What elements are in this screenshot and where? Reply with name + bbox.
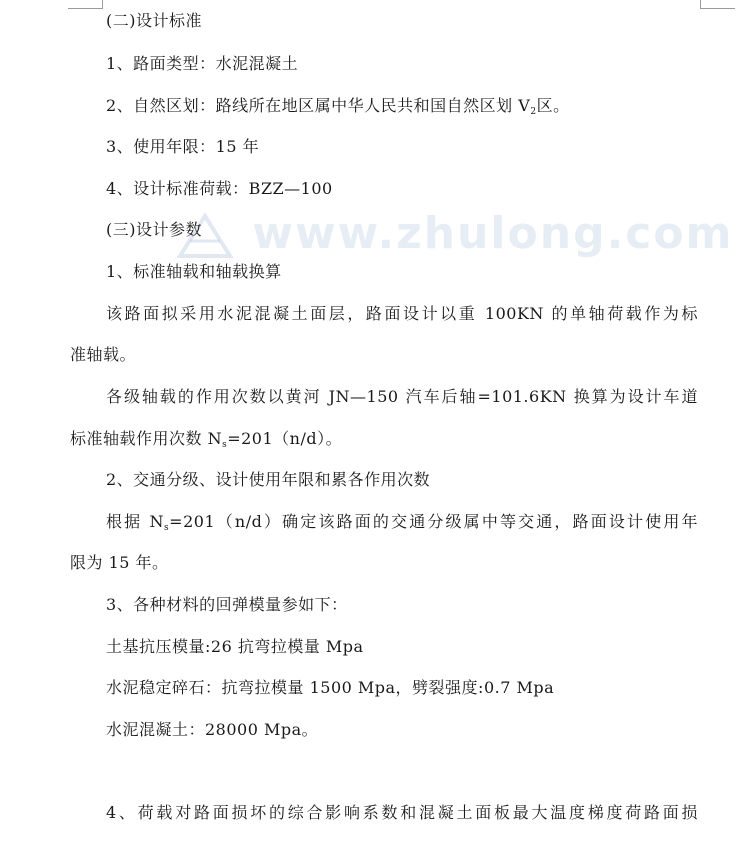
ns-subscript: s (222, 440, 228, 450)
watermark (175, 208, 733, 261)
param-materials-heading: 3、各种材料的回弹模量参如下： (106, 595, 348, 614)
param-axle-load-para2-line1: 各级轴载的作用次数以黄河 JN—150 汽车后轴=101.6KN 换算为设计车道 (106, 387, 698, 406)
standard-service-life: 3、使用年限：15 年 (106, 137, 260, 156)
param-material-concrete: 水泥混凝土：28000 Mpa。 (106, 720, 319, 739)
page-corner-mark-left (68, 0, 103, 9)
param-axle-load-heading: 1、标准轴载和轴载换算 (106, 262, 282, 281)
watermark-text: www.zhulong.com (252, 208, 734, 259)
param-axle-load-para1-line1: 该路面拟采用水泥混凝土面层，路面设计以重 100KN 的单轴荷载作为标 (106, 304, 698, 323)
section-heading-design-standard: (二)设计标准 (106, 11, 202, 30)
zone-subscript: 2 (530, 107, 537, 117)
param-axle-load-para1-line2: 准轴载。 (70, 345, 137, 364)
standard-design-load: 4、设计标准荷载：BZZ—100 (106, 179, 333, 198)
page-corner-mark-right (700, 0, 735, 9)
param-traffic-heading: 2、交通分级、设计使用年限和累各作用次数 (106, 470, 431, 489)
section-heading-design-parameters: (三)设计参数 (106, 220, 202, 239)
param-axle-load-para2-line2: 标准轴载作用次数 $N_s=201(n/d)$。 (70, 429, 343, 450)
ns-subscript: s (164, 523, 170, 533)
param-traffic-para-line1: 根据 $N_s=201(n/d)$确定该路面的交通分级属中等交通，路面设计使用年 (106, 512, 698, 533)
param-material-subgrade: 土基抗压模量:26 抗弯拉模量 Mpa (106, 637, 364, 656)
param-traffic-para-line2: 限为 15 年。 (70, 553, 169, 572)
param-load-factor-heading: 4、荷载对路面损坏的综合影响系数和混凝土面板最大温度梯度荷路面损 (106, 803, 698, 822)
param-material-cement-gravel: 水泥稳定碎石：抗弯拉模量 1500 Mpa，劈裂强度:0.7 Mpa (106, 678, 555, 697)
standard-pavement-type: 1、路面类型：水泥混凝土 (106, 54, 299, 73)
standard-natural-zone: 2、自然区划：路线所在地区属中华人民共和国自然区划 $V_2$区。 (106, 96, 570, 117)
